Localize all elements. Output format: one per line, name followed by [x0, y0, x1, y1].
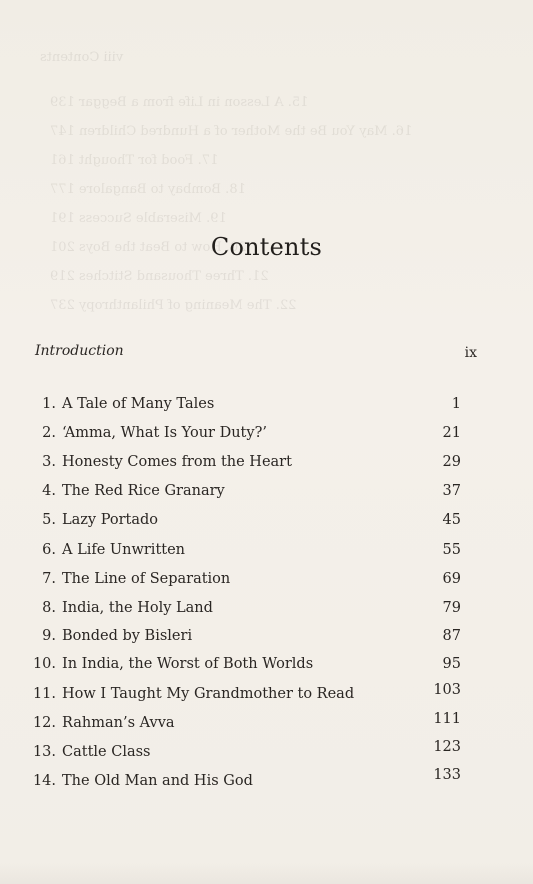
chapter-number: 9.	[42, 628, 56, 644]
show-through-line: 15. A Lesson in Life from a Beggar 139	[50, 95, 309, 110]
toc-entry[interactable]	[0, 600, 533, 624]
chapter-page-number: 45	[442, 512, 461, 528]
chapter-title: ‘Amma, What Is Your Duty?’	[62, 425, 267, 441]
toc-entry[interactable]	[0, 656, 533, 680]
toc-entry[interactable]	[0, 512, 533, 536]
chapter-page-number: 79	[442, 600, 461, 616]
show-through-line: 18. Bombay to Bangalore 177	[50, 182, 246, 197]
chapter-page-number: 69	[442, 571, 461, 587]
chapter-title: The Red Rice Granary	[62, 483, 225, 499]
chapter-page-number: 21	[442, 425, 461, 441]
chapter-title: Honesty Comes from the Heart	[62, 454, 292, 470]
chapter-title: How I Taught My Grandmother to Read	[62, 686, 355, 702]
chapter-page-number: 95	[442, 656, 461, 672]
toc-entry[interactable]	[0, 483, 533, 507]
chapter-page-number: 29	[442, 454, 461, 470]
chapter-page-number: 123	[433, 739, 461, 755]
chapter-number: 11.	[32, 686, 56, 702]
chapter-number: 10.	[32, 656, 56, 672]
show-through-line: viii Contents	[40, 50, 124, 65]
chapter-number: 3.	[42, 454, 56, 470]
show-through-line: 17. Food for Thought 161	[50, 153, 219, 168]
chapter-number: 13.	[32, 744, 56, 760]
toc-entry[interactable]	[0, 739, 533, 768]
chapter-number: 12.	[32, 715, 56, 731]
chapter-title: In India, the Worst of Both Worlds	[62, 656, 314, 672]
toc-entry[interactable]	[0, 425, 533, 449]
chapter-page-number: 111	[433, 711, 461, 727]
chapter-number: 8.	[42, 600, 56, 616]
show-through-line: 22. The Meaning of Philanthropy 237	[50, 298, 297, 313]
show-through-line: 21. Three Thousand Stitches 219	[50, 269, 269, 284]
page-title: Contents	[210, 233, 323, 261]
chapter-page-number: 87	[442, 628, 461, 644]
show-through-line: 19. Miserable Success 191	[50, 211, 227, 226]
chapter-title: Cattle Class	[62, 744, 151, 760]
chapter-number: 6.	[42, 542, 56, 558]
show-through-line: 20. How to Beat the Boys 201	[50, 240, 247, 255]
chapter-title: The Line of Separation	[62, 571, 231, 587]
chapter-number: 1.	[42, 396, 56, 412]
toc-entry[interactable]	[0, 682, 533, 710]
chapter-number: 4.	[42, 483, 56, 499]
chapter-title: India, the Holy Land	[62, 600, 213, 616]
chapter-title: The Old Man and His God	[62, 773, 253, 789]
toc-entry[interactable]	[0, 711, 533, 739]
chapter-title: A Tale of Many Tales	[62, 396, 215, 412]
introduction-label[interactable]: Introduction	[35, 343, 124, 359]
chapter-title: A Life Unwritten	[62, 542, 186, 558]
chapter-page-number: 103	[433, 682, 461, 698]
chapter-number: 7.	[42, 571, 56, 587]
chapter-page-number: 55	[442, 542, 461, 558]
chapter-title: Lazy Portado	[62, 512, 159, 528]
page-bottom-edge	[0, 862, 533, 884]
toc-entry[interactable]	[0, 571, 533, 595]
chapter-title: Rahman’s Avva	[62, 715, 175, 731]
toc-entry[interactable]	[0, 628, 533, 652]
chapter-number: 2.	[42, 425, 56, 441]
toc-entry[interactable]	[0, 767, 533, 797]
show-through-line: 16. May You Be the Mother of a Hundred Children 147	[50, 124, 413, 139]
toc-entry[interactable]	[0, 396, 533, 420]
chapter-title: Bonded by Bisleri	[62, 628, 193, 644]
chapter-page-number: 1	[451, 396, 461, 412]
chapter-page-number: 133	[433, 767, 461, 783]
toc-entry[interactable]	[0, 542, 533, 566]
toc-entry[interactable]	[0, 454, 533, 478]
introduction-page-number: ix	[464, 345, 477, 361]
chapter-number: 14.	[32, 773, 56, 789]
chapter-page-number: 37	[442, 483, 461, 499]
chapter-number: 5.	[42, 512, 56, 528]
